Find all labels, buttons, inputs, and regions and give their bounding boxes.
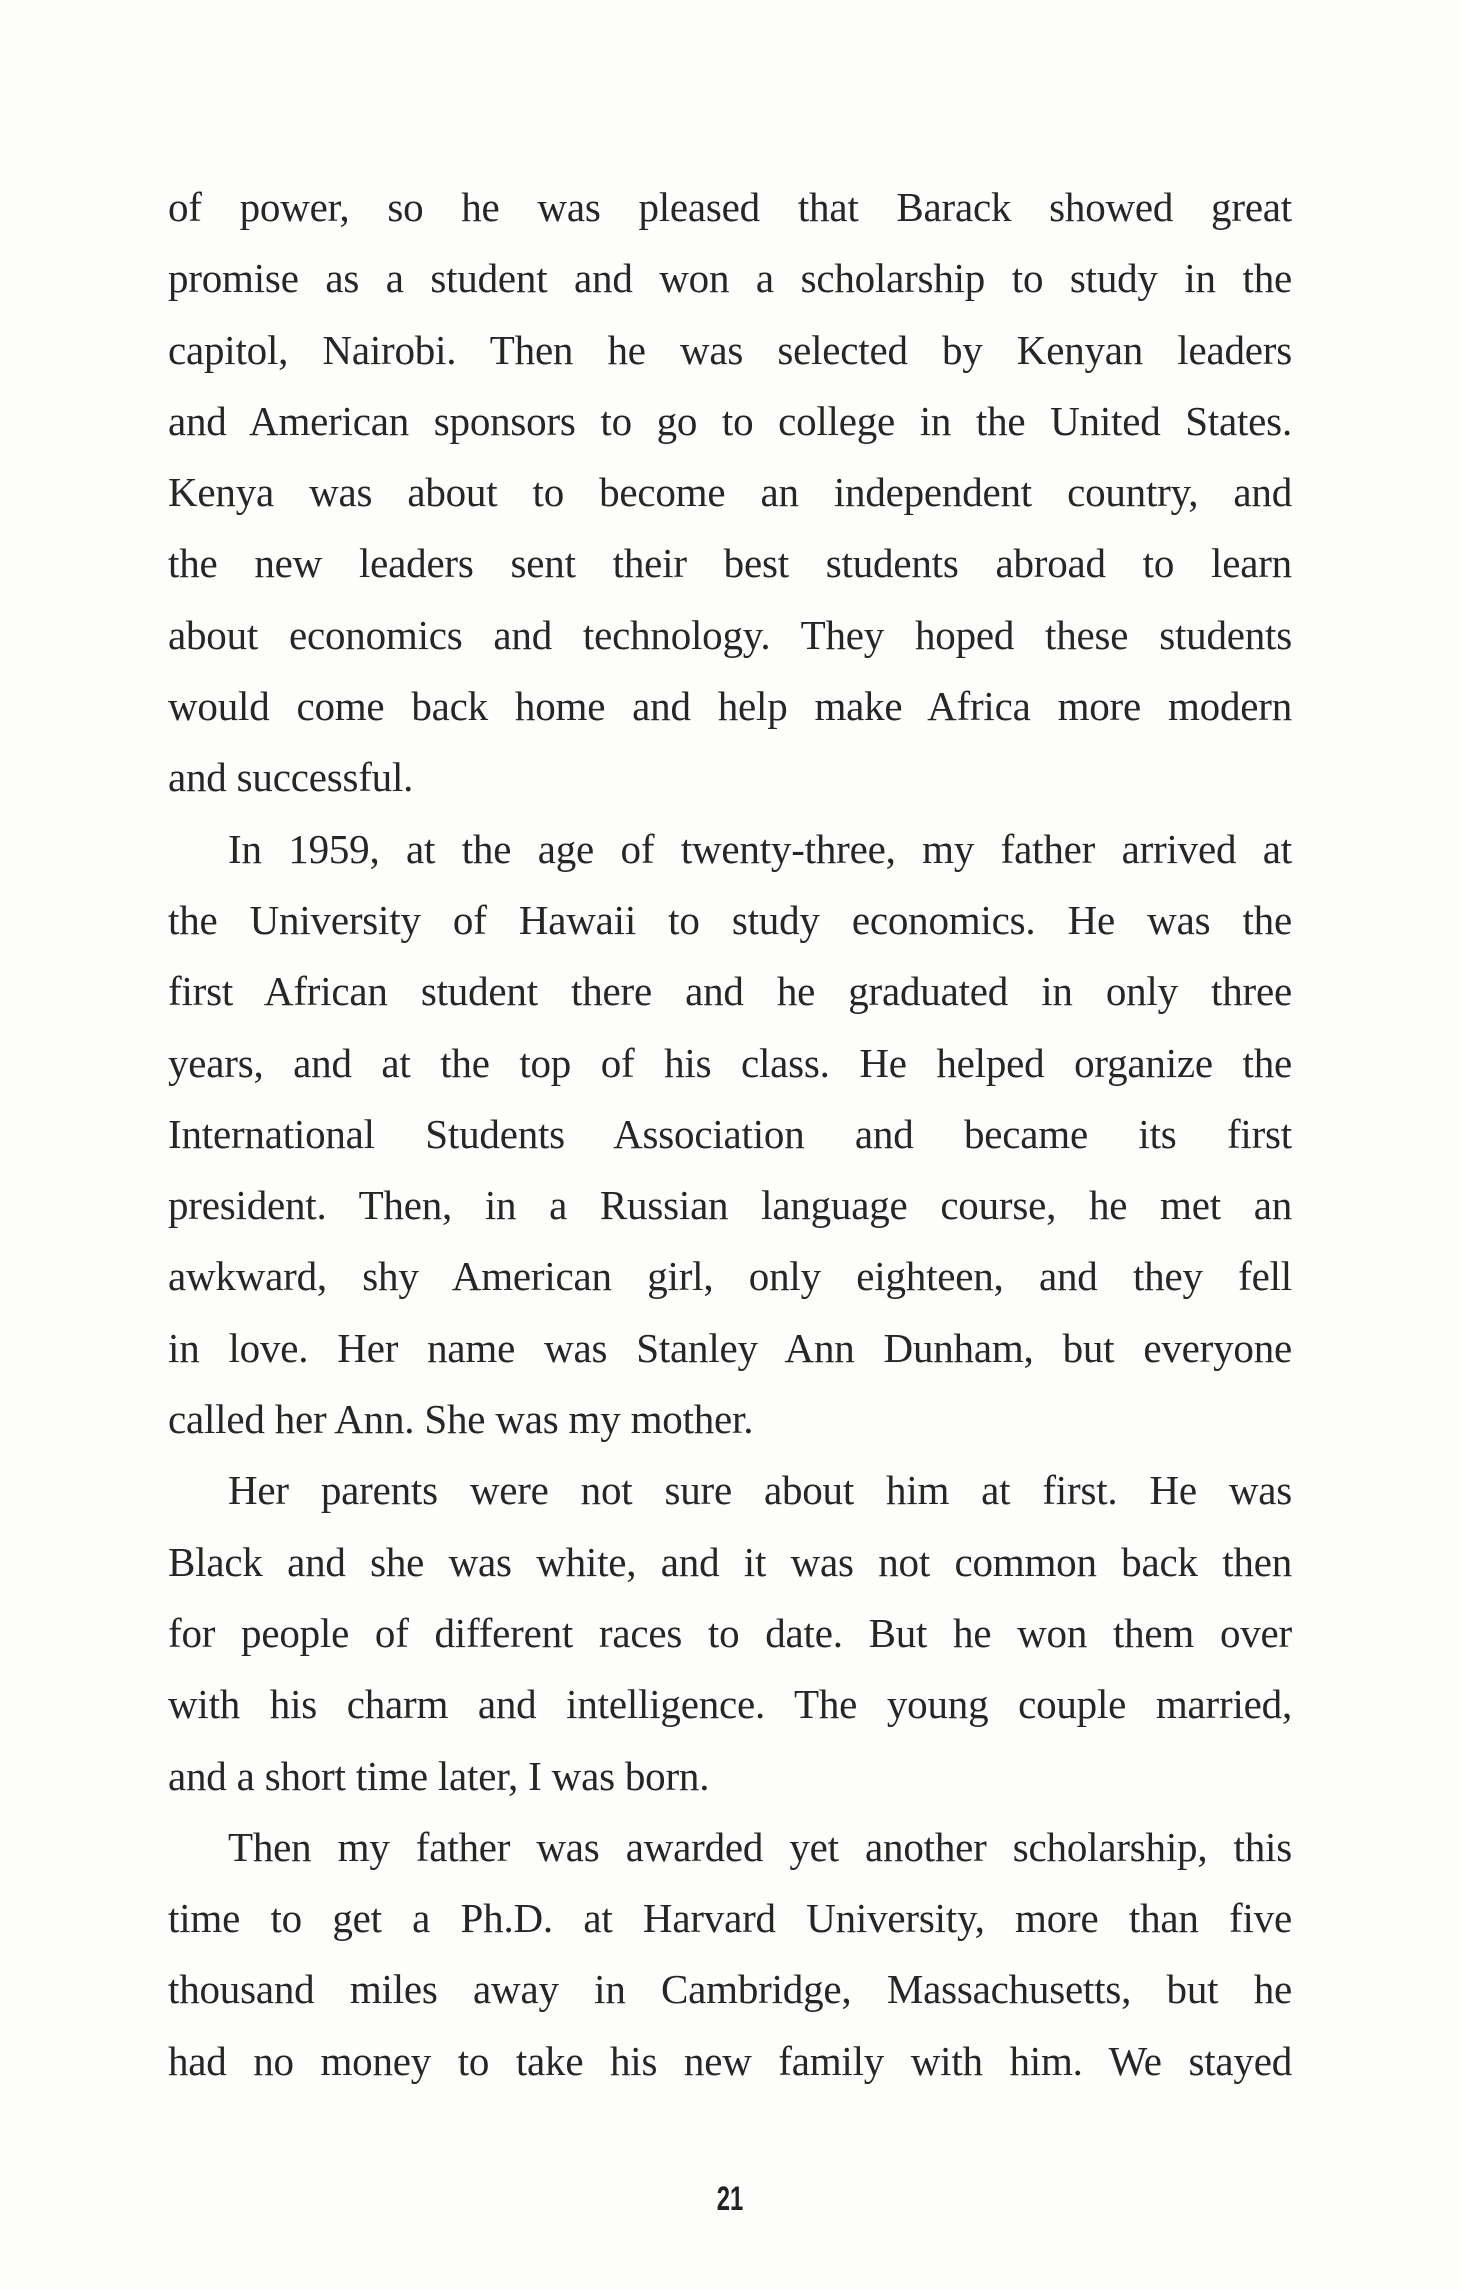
body-text [168,172,1292,2097]
text-line: president. Then, in a Russian language course, he met an [168,1182,1292,1229]
page-number: 21 [716,2180,744,2218]
text-line: would come back home and help make Africa more modern [168,683,1292,730]
text-line: thousand miles away in Cambridge, Massachusetts, but he [168,1966,1292,2013]
text-line: International Students Association and became its first [168,1110,1292,1157]
paragraph-first-line: Her parents were not sure about him at first. He was [228,1467,1292,1514]
text-line: and American sponsors to go to college in the United States. [168,397,1292,444]
text-line: capitol, Nairobi. Then he was selected by Kenyan leaders [168,326,1292,373]
text-line: years, and at the top of his class. He helped organize the [168,1039,1292,1086]
text-line: awkward, shy American girl, only eighteen, and they fell [168,1253,1292,1300]
text-line: the new leaders sent their best students abroad to learn [168,540,1292,587]
text-line: for people of different races to date. But he won them over [168,1609,1292,1656]
text-line: the University of Hawaii to study economics. He was the [168,896,1292,943]
paragraph-first-line: In 1959, at the age of twenty-three, my father arrived at [228,825,1292,872]
text-line: of power, so he was pleased that Barack showed great [168,184,1292,230]
text-line: and successful. [168,754,414,801]
text-line: Black and she was white, and it was not common back then [168,1538,1292,1585]
text-line: with his charm and intelligence. The young couple married, [168,1681,1292,1728]
text-line: time to get a Ph.D. at Harvard University, more than five [168,1895,1292,1942]
text-line: in love. Her name was Stanley Ann Dunham, but everyone [168,1324,1292,1371]
paragraph-first-line: Then my father was awarded yet another scholarship, this [228,1823,1292,1870]
text-line: called her Ann. She was my mother. [168,1396,754,1443]
text-line: Kenya was about to become an independent country, and [168,469,1292,516]
text-line: promise as a student and won a scholarship to study in the [168,255,1292,302]
text-line: about economics and technology. They hoped these students [168,611,1292,658]
text-line: first African student there and he graduated in only three [168,968,1292,1015]
text-line: and a short time later, I was born. [168,1752,710,1799]
text-line: had no money to take his new family with him. We stayed [168,2037,1292,2084]
